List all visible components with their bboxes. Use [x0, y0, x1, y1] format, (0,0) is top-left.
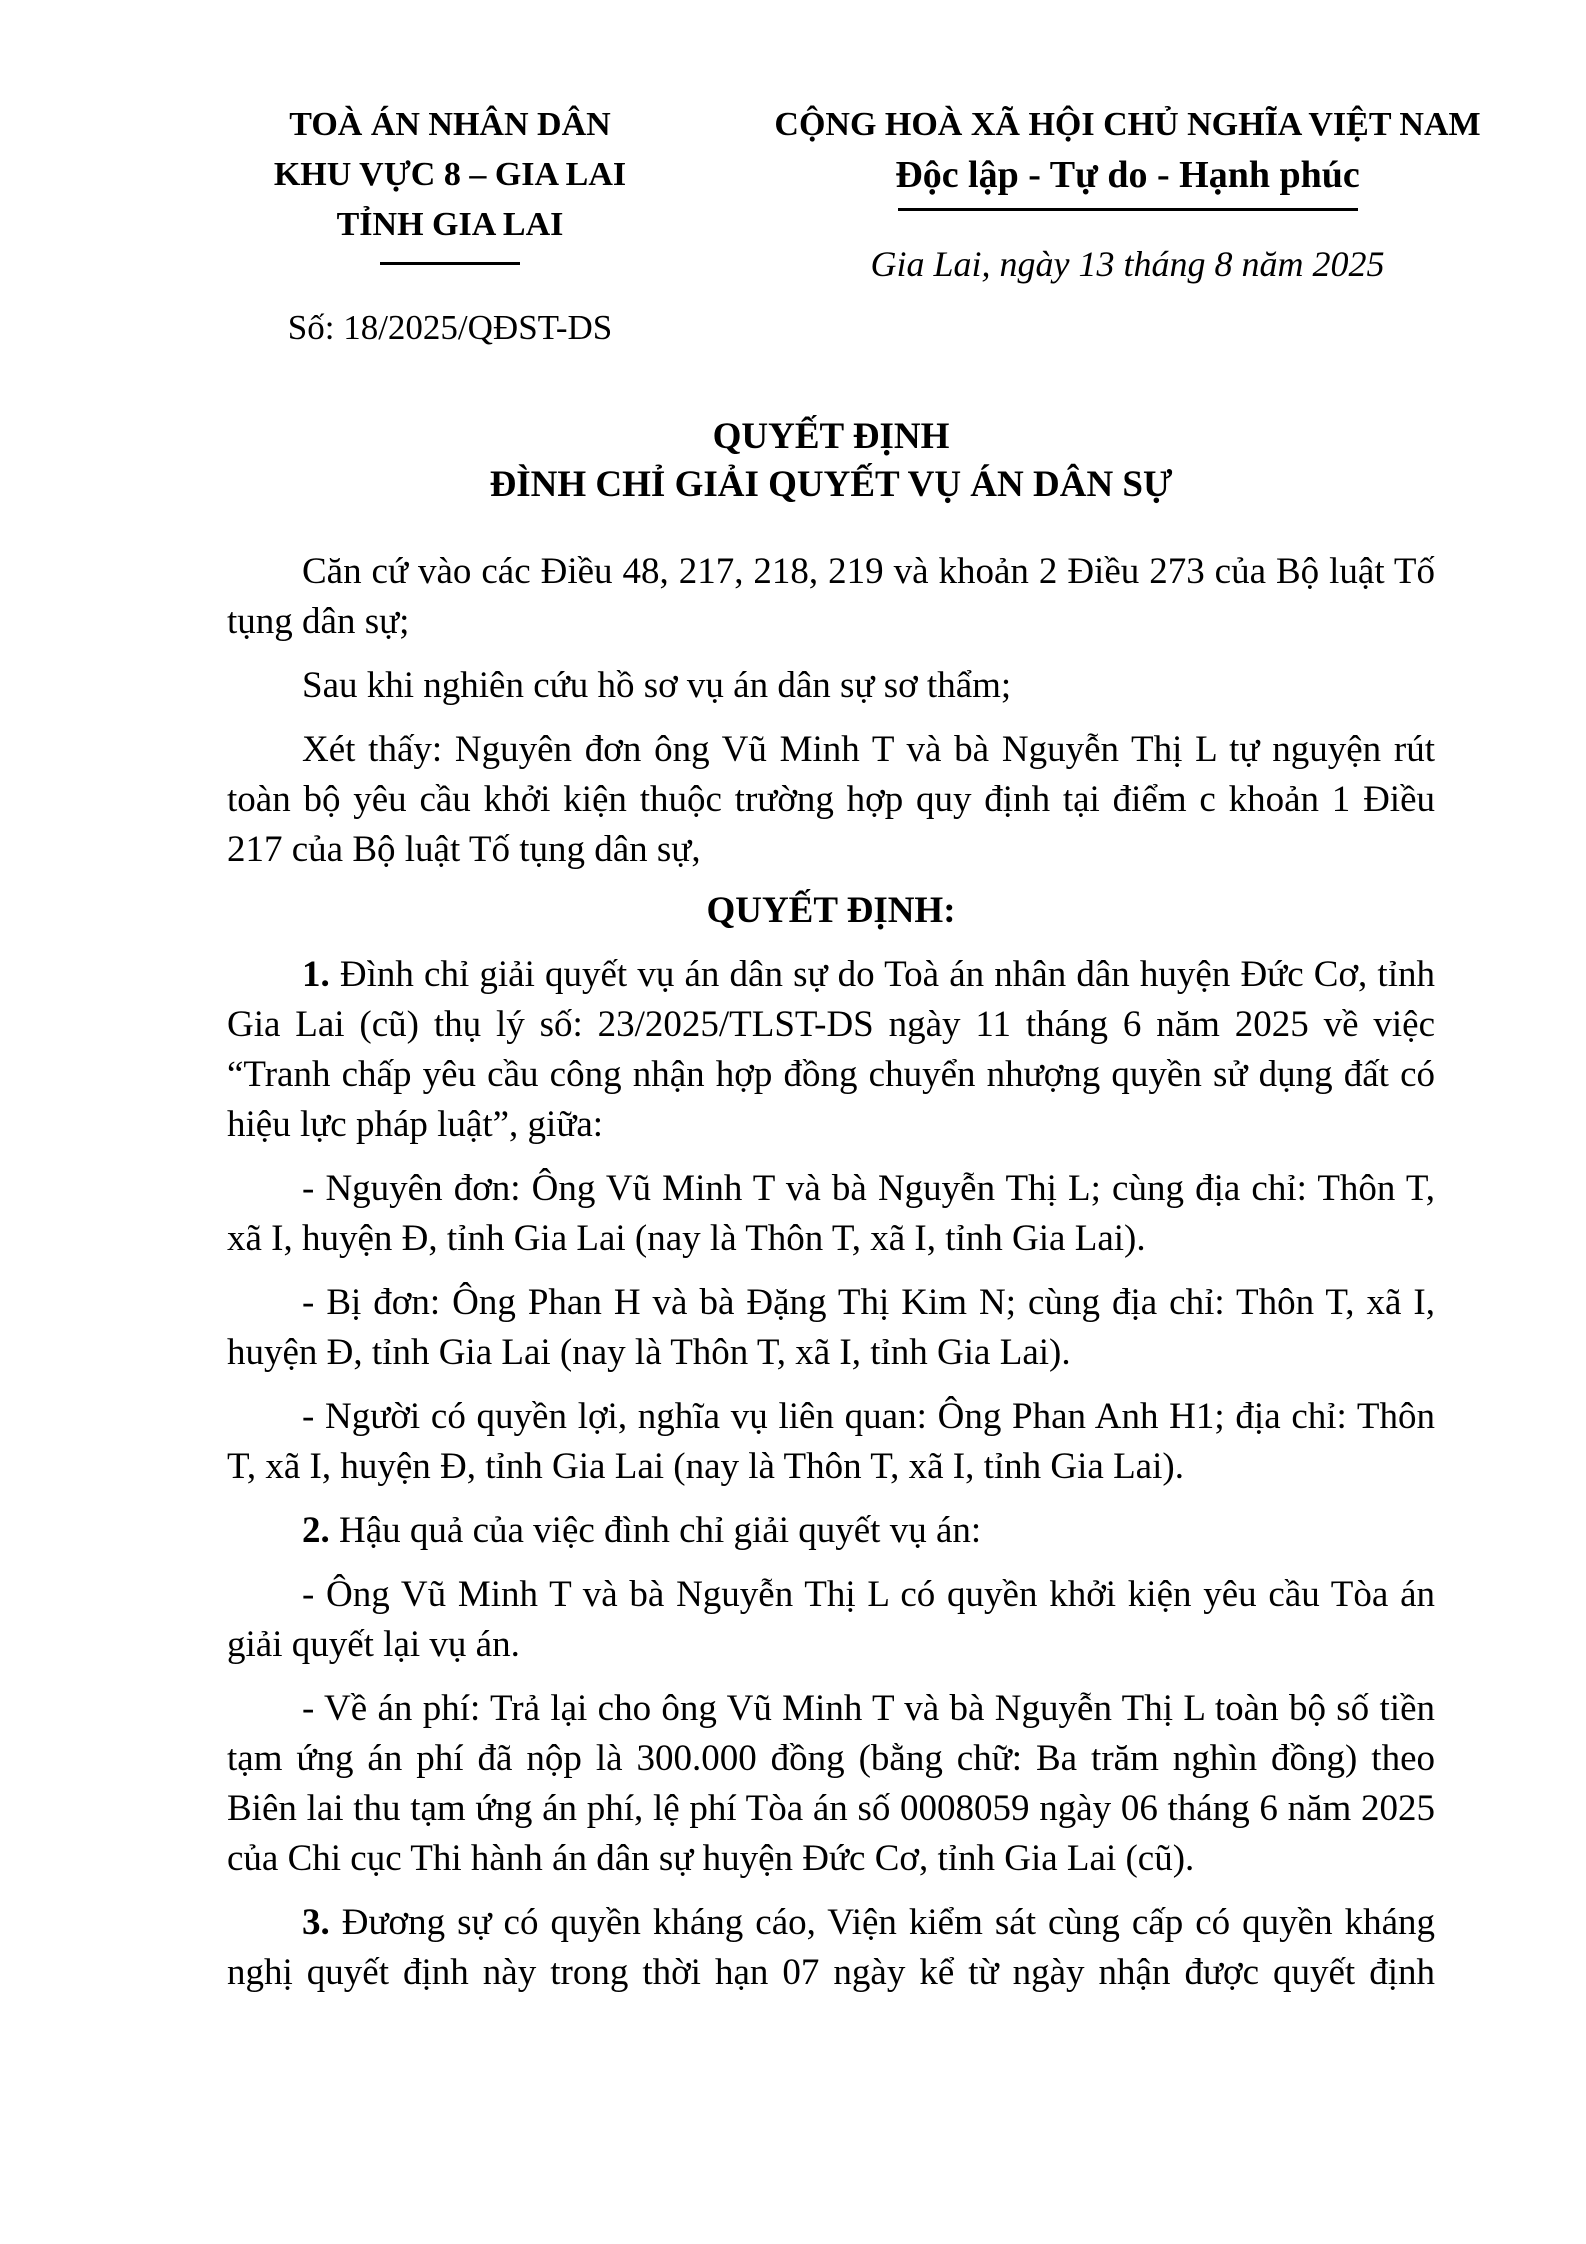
- document-title-line-1: QUYẾT ĐỊNH: [712, 416, 950, 457]
- document-title: [227, 413, 1435, 509]
- paragraph-text: Xét thấy: Nguyên đơn ông Vũ Minh T và bà Nguyễn Thị L tự nguyện rút toàn bộ yêu cầu khởi kiện thuộc trường hợp quy định tại điểm c khoản 1 Điều 217 của Bộ luật Tố tụng dân sự,: [227, 729, 1435, 870]
- preamble-paragraph: [227, 725, 1435, 875]
- document-title-line-2: ĐÌNH CHỈ GIẢI QUYẾT VỤ ÁN DÂN SỰ: [489, 464, 1173, 505]
- court-fee-paragraph: [227, 1684, 1435, 1884]
- paragraph-text: Căn cứ vào các Điều 48, 217, 218, 219 và khoản 2 Điều 273 của Bộ luật Tố tụng dân sự;: [227, 551, 1435, 642]
- party-defendant-paragraph: [227, 1278, 1435, 1378]
- decision-item-1: [227, 950, 1435, 1150]
- paragraph-text: - Bị đơn: Ông Phan H và bà Đặng Thị Kim N; cùng địa chỉ: Thôn T, xã I, huyện Đ, tỉnh Gia Lai (nay là Thôn T, xã I, tỉnh Gia Lai).: [227, 1282, 1435, 1373]
- paragraph-text: Đương sự có quyền kháng cáo, Viện kiểm sát cùng cấp có quyền kháng nghị quyết định này trong thời hạn 07 ngày kể từ ngày nhận được quyết định: [227, 1902, 1435, 1993]
- court-block-divider: [380, 262, 520, 265]
- party-related-paragraph: [227, 1392, 1435, 1492]
- paragraph-text: Hậu quả của việc đình chỉ giải quyết vụ án:: [329, 1510, 982, 1551]
- document-body: [227, 547, 1435, 1998]
- paragraph-lead: 1.: [302, 954, 330, 995]
- national-motto-block: [765, 100, 1490, 351]
- preamble-paragraph: [227, 547, 1435, 647]
- paragraph-text: - Người có quyền lợi, nghĩa vụ liên quan: Ông Phan Anh H1; địa chỉ: Thôn T, xã I, huyện Đ, tỉnh Gia Lai (nay là Thôn T, xã I, tỉnh Gia Lai).: [227, 1396, 1435, 1487]
- consequence-paragraph: [227, 1570, 1435, 1670]
- preamble-paragraph: [227, 661, 1435, 711]
- place-date-line: Gia Lai, ngày 13 tháng 8 năm 2025: [870, 244, 1385, 284]
- paragraph-text: - Về án phí: Trả lại cho ông Vũ Minh T và bà Nguyễn Thị L toàn bộ số tiền tạm ứng án phí đã nộp là 300.000 đồng (bằng chữ: Ba trăm nghìn đồng) theo Biên lai thu tạm ứng án phí, lệ phí Tòa án số 0008059 ngày 06 tháng 6 năm 2025 của Chi cục Thi hành án dân sự huyện Đức Cơ, tỉnh Gia Lai (cũ).: [227, 1688, 1435, 1879]
- court-name-line-1: TOÀ ÁN NHÂN DÂN: [289, 106, 611, 143]
- national-header-line: CỘNG HOÀ XÃ HỘI CHỦ NGHĨA VIỆT NAM: [774, 106, 1481, 143]
- decision-item-2: [227, 1506, 1435, 1556]
- paragraph-text: - Ông Vũ Minh T và bà Nguyễn Thị L có quyền khởi kiện yêu cầu Tòa án giải quyết lại vụ án.: [227, 1574, 1435, 1665]
- paragraph-text: Sau khi nghiên cứu hồ sơ vụ án dân sự sơ thẩm;: [302, 665, 1012, 706]
- party-plaintiff-paragraph: [227, 1164, 1435, 1264]
- court-name-line-2: KHU VỰC 8 – GIA LAI: [273, 156, 627, 193]
- document-header: [0, 0, 1586, 351]
- court-name-line-3: TỈNH GIA LAI: [336, 206, 564, 243]
- paragraph-text: Đình chỉ giải quyết vụ án dân sự do Toà án nhân dân huyện Đức Cơ, tỉnh Gia Lai (cũ) thụ lý số: 23/2025/TLST-DS ngày 11 tháng 6 năm 2025 về việc “Tranh chấp yêu cầu công nhận hợp đồng chuyển nhượng quyền sử dụng đất có hiệu lực pháp luật”, giữa:: [227, 954, 1435, 1145]
- issuing-court-block: [165, 100, 735, 351]
- paragraph-text: - Nguyên đơn: Ông Vũ Minh T và bà Nguyễn Thị L; cùng địa chỉ: Thôn T, xã I, huyện Đ, tỉnh Gia Lai (nay là Thôn T, xã I, tỉnh Gia Lai).: [227, 1168, 1435, 1259]
- decision-item-3: [227, 1898, 1435, 1998]
- paragraph-lead: 2.: [302, 1510, 330, 1551]
- national-motto-line: Độc lập - Tự do - Hạnh phúc: [895, 154, 1360, 196]
- motto-divider: [898, 208, 1358, 211]
- decision-heading: QUYẾT ĐỊNH:: [706, 890, 956, 931]
- document-number: Số: 18/2025/QĐST-DS: [287, 308, 613, 347]
- paragraph-lead: 3.: [302, 1902, 330, 1943]
